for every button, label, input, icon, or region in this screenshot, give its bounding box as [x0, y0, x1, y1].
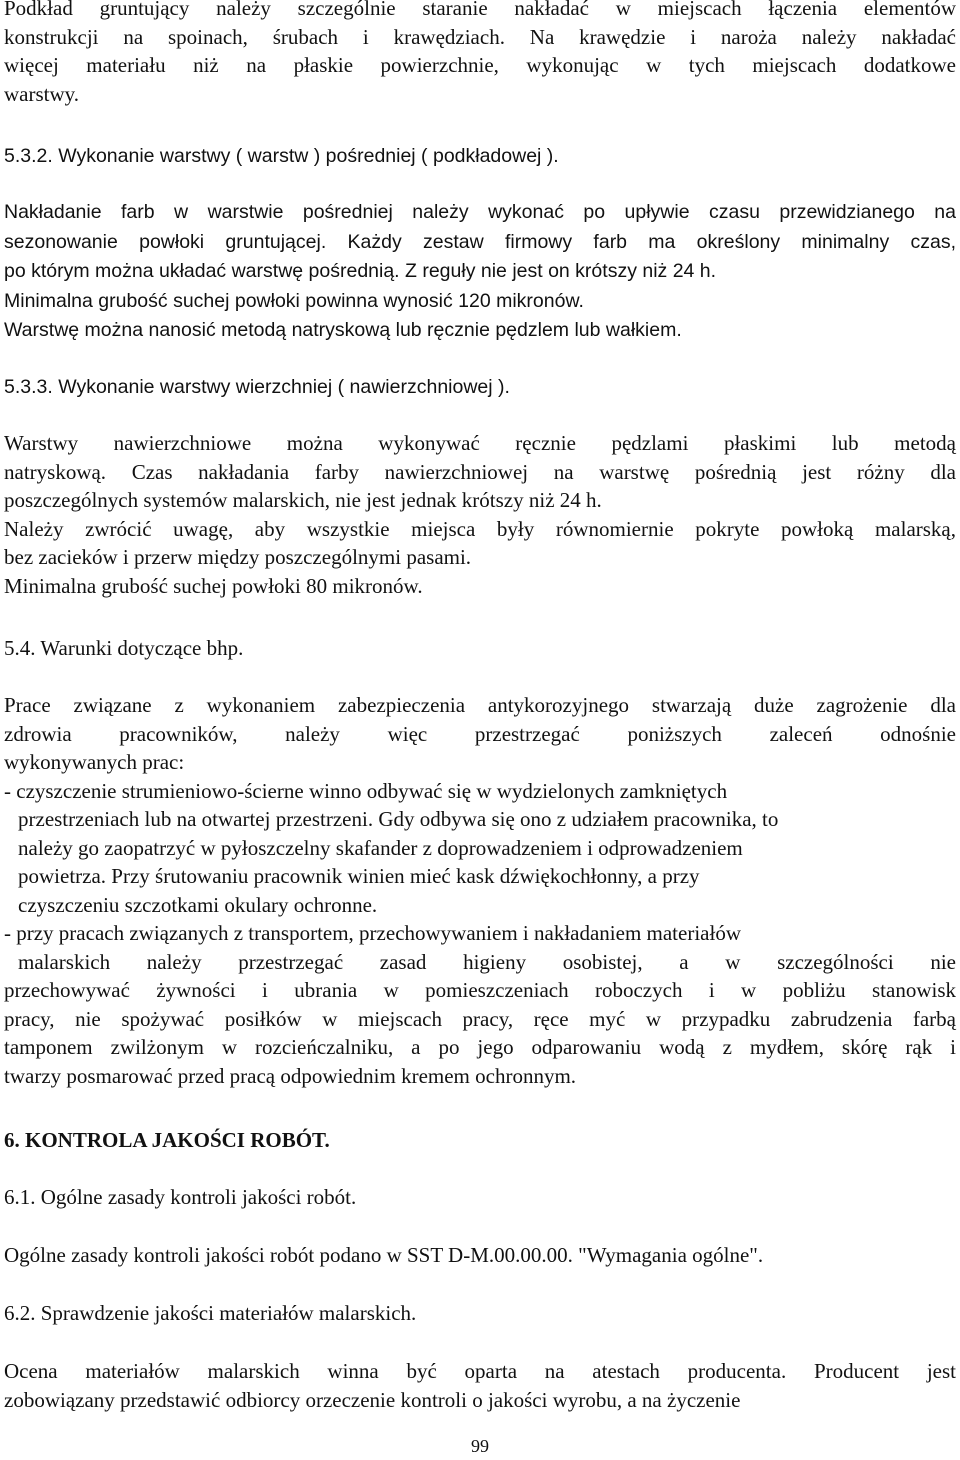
heading-6: 6. KONTROLA JAKOŚCI ROBÓT.: [4, 1128, 330, 1152]
text-line: pracy, nie spożywać posiłków w miejscach pracy, ręce myć w przypadku zabrudzenia farbą: [4, 1006, 956, 1031]
paragraph-intermediate-layer: [4, 198, 956, 346]
text-line: czyszczeniu szczotkami okulary ochronne.: [18, 892, 378, 917]
text-line: zdrowia pracowników, należy więc przestrzegać poniższych zaleceń odnośnie: [4, 721, 956, 746]
heading-5-4: 5.4. Warunki dotyczące bhp.: [4, 636, 244, 660]
text-line: natryskową. Czas nakładania farby nawierzchniowej na warstwę pośrednią jest różny dla: [4, 459, 956, 484]
text-line: twarzy posmarować przed pracą odpowiednim kremem ochronnym.: [4, 1063, 577, 1088]
paragraph-primer-application: [4, 0, 956, 108]
text-line: przestrzeniach lub na otwartej przestrzeni. Gdy odbywa się ono z udziałem pracownika, to: [18, 807, 779, 831]
text-line: poszczególnych systemów malarskich, nie jest jednak krótszy niż 24 h.: [4, 488, 602, 512]
paragraph-top-layer: [4, 429, 956, 600]
text-line: powietrza. Przy śrutowaniu pracownik winien mieć kask dźwiękochłonny, a przy: [18, 864, 700, 888]
text-line: Minimalna grubość suchej powłoki 80 mikronów.: [4, 573, 423, 598]
text-line: tamponem zwilżonym w rozcieńczalniku, a po jego odparowaniu wodą z mydłem, skórę rąk i: [4, 1035, 956, 1059]
text-line: więcej materiału niż na płaskie powierzchnie, wykonując w tych miejscach dodatkowe: [4, 53, 956, 77]
text-line: bez zacieków i przerw między poszczególnymi pasami.: [4, 545, 472, 569]
text-line: należy go zaopatrzyć w pyłoszczelny skafander z doprowadzeniem i odprowadzeniem: [18, 835, 743, 860]
text-line: Podkład gruntujący należy szczególnie staranie nakładać w miejscach łączenia elementów: [4, 0, 956, 20]
heading-6-1: 6.1. Ogólne zasady kontroli jakości robót.: [4, 1185, 357, 1209]
text-line: Ogólne zasady kontroli jakości robót podano w SST D-M.00.00.00. "Wymagania ogólne".: [4, 1243, 764, 1267]
text-line: wykonywanych prac:: [4, 750, 185, 774]
page-number: 99: [471, 1436, 489, 1456]
text-line: Nakładanie farb w warstwie pośredniej należy wykonać po upływie czasu przewidzianego na: [4, 201, 956, 223]
paragraph-general-rules: [4, 1241, 956, 1270]
text-line: warstwy.: [4, 81, 80, 106]
text-line: zobowiązany przedstawić odbiorcy orzeczenie kontroli o jakości wyrobu, a na życzenie: [4, 1387, 741, 1412]
text-line: Prace związane z wykonaniem zabezpieczenia antykorozyjnego stwarzają duże zagrożenie dla: [4, 693, 956, 717]
text-line: Warstwy nawierzchniowe można wykonywać ręcznie pędzlami płaskimi lub metodą: [4, 431, 956, 455]
bullet-item: - przy pracach związanych z transportem, przechowywaniem i nakładaniem materiałów: [4, 921, 741, 945]
text-line: po którym można układać warstwę pośrednią. Z reguły nie jest on krótszy niż 24 h.: [4, 260, 717, 282]
text-line: przechowywać żywności i ubrania w pomieszczeniach roboczych i w pobliżu stanowisk: [4, 978, 956, 1002]
bullet-item: - czyszczenie strumieniowo-ścierne winno odbywać się w wydzielonych zamkniętych: [4, 778, 728, 803]
text-line: Należy zwrócić uwagę, aby wszystkie miejsca były równomiernie pokryte powłoką malarską,: [4, 516, 956, 541]
heading-5-3-3: 5.3.3. Wykonanie warstwy wierzchniej ( nawierzchniowej ).: [4, 376, 510, 398]
text-line: Ocena materiałów malarskich winna być oparta na atestach producenta. Producent jest: [4, 1359, 956, 1383]
heading-6-2: 6.2. Sprawdzenie jakości materiałów malarskich.: [4, 1301, 417, 1325]
heading-5-3-2: 5.3.2. Wykonanie warstwy ( warstw ) pośredniej ( podkładowej ).: [4, 145, 559, 167]
text-line: Minimalna grubość suchej powłoki powinna wynosić 120 mikronów.: [4, 289, 584, 312]
paragraph-materials-check: [4, 1357, 956, 1414]
text-line: Warstwę można nanosić metodą natryskową lub ręcznie pędzlem lub wałkiem.: [4, 319, 682, 341]
text-line: konstrukcji na spoinach, śrubach i krawędziach. Na krawędzie i naroża należy nakładać: [4, 24, 956, 49]
text-line: sezonowanie powłoki gruntującej. Każdy zestaw firmowy farb ma określony minimalny czas,: [4, 230, 956, 253]
paragraph-safety: [4, 691, 956, 1090]
text-line: malarskich należy przestrzegać zasad higieny osobistej, a w szczególności nie: [18, 949, 956, 974]
